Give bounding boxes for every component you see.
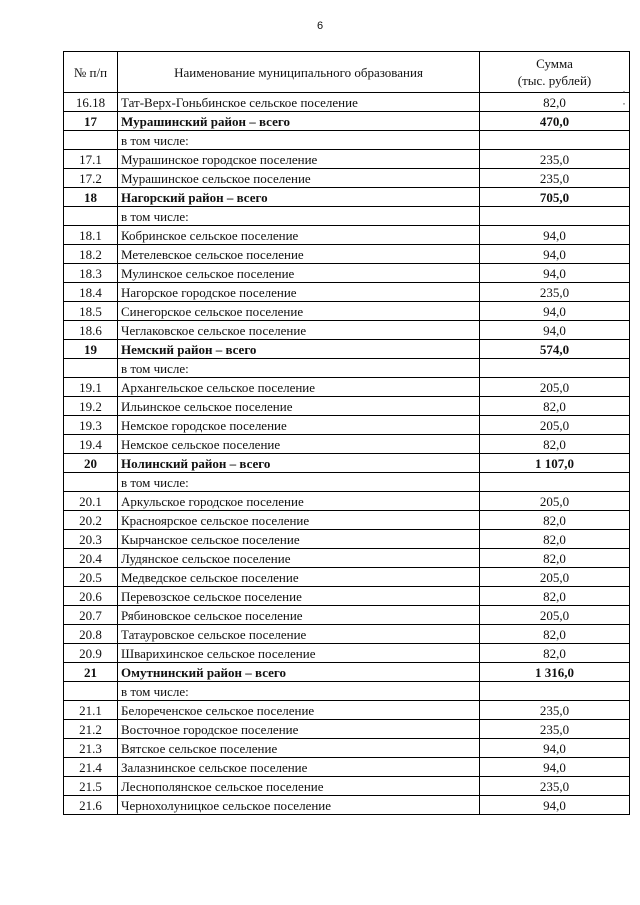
row-sum: 82,0 [480,397,630,416]
row-number: 20.6 [64,587,118,606]
row-sum [480,131,630,150]
row-name: Аркульское городское поселение [118,492,480,511]
row-name: Белореченское сельское поселение [118,701,480,720]
subheading-row [64,207,630,226]
row-number: 21.4 [64,758,118,777]
row-name: Кырчанское сельское поселение [118,530,480,549]
row-number: 21.5 [64,777,118,796]
row-name: Перевозское сельское поселение [118,587,480,606]
row-number [64,473,118,492]
row-number: 19.1 [64,378,118,397]
row-name: Шварихинское сельское поселение [118,644,480,663]
row-number [64,359,118,378]
table-row [64,397,630,416]
district-total-row [64,188,630,207]
row-sum: 94,0 [480,758,630,777]
row-name: Чернохолуницкое сельское поселение [118,796,480,815]
table-row [64,93,630,112]
row-number: 19.2 [64,397,118,416]
row-sum [480,207,630,226]
row-number: 20.7 [64,606,118,625]
row-name: Красноярское сельское поселение [118,511,480,530]
district-total-row [64,663,630,682]
row-sum: 470,0 [480,112,630,131]
row-number: 17.2 [64,169,118,188]
table-row [64,796,630,815]
row-number [64,682,118,701]
row-sum: 94,0 [480,796,630,815]
row-sum: 205,0 [480,416,630,435]
row-name: Тат-Верх-Гоньбинское сельское поселение [118,93,480,112]
table-row [64,587,630,606]
row-name: в том числе: [118,131,480,150]
row-sum: 1 316,0 [480,663,630,682]
row-sum: 205,0 [480,568,630,587]
row-number: 21 [64,663,118,682]
table-row [64,568,630,587]
table-row [64,378,630,397]
row-name: Синегорское сельское поселение [118,302,480,321]
row-number: 19.4 [64,435,118,454]
district-total-row [64,454,630,473]
row-number: 18.1 [64,226,118,245]
table-body [64,93,630,815]
table-row [64,758,630,777]
row-sum: 705,0 [480,188,630,207]
subheading-row [64,473,630,492]
row-name: в том числе: [118,359,480,378]
row-sum: 574,0 [480,340,630,359]
row-sum: 94,0 [480,302,630,321]
table-row [64,511,630,530]
table-row [64,416,630,435]
row-sum [480,473,630,492]
row-name: Татауровское сельское поселение [118,625,480,644]
row-name: Метелевское сельское поселение [118,245,480,264]
table-row [64,492,630,511]
row-name: Вятское сельское поселение [118,739,480,758]
row-name: Мулинское сельское поселение [118,264,480,283]
table-row [64,644,630,663]
row-sum: 82,0 [480,93,630,112]
row-name: Немский район – всего [118,340,480,359]
table-row [64,739,630,758]
header-sum-unit: (тыс. рублей) [517,73,592,88]
row-number: 20.9 [64,644,118,663]
row-sum: 82,0 [480,625,630,644]
row-number: 19 [64,340,118,359]
row-name: Немское сельское поселение [118,435,480,454]
row-name: Восточное городское поселение [118,720,480,739]
header-number: № п/п [64,52,118,93]
row-number: 20.1 [64,492,118,511]
row-sum: 82,0 [480,530,630,549]
table-row [64,245,630,264]
row-number: 18 [64,188,118,207]
row-number: 21.1 [64,701,118,720]
row-number: 21.6 [64,796,118,815]
row-number: 18.4 [64,283,118,302]
row-sum [480,359,630,378]
row-name: Мурашинский район – всего [118,112,480,131]
row-sum: 235,0 [480,169,630,188]
row-sum: 1 107,0 [480,454,630,473]
row-name: в том числе: [118,207,480,226]
row-number: 21.2 [64,720,118,739]
table-row [64,150,630,169]
row-name: Мурашинское сельское поселение [118,169,480,188]
table-row [64,701,630,720]
row-sum: 82,0 [480,435,630,454]
table-row [64,169,630,188]
row-sum: 82,0 [480,644,630,663]
row-number: 18.3 [64,264,118,283]
district-total-row [64,340,630,359]
row-name: Залазнинское сельское поселение [118,758,480,777]
table-row [64,321,630,340]
row-name: Немское городское поселение [118,416,480,435]
subheading-row [64,359,630,378]
row-sum: 94,0 [480,321,630,340]
row-number: 16.18 [64,93,118,112]
row-number: 18.5 [64,302,118,321]
row-sum: 94,0 [480,264,630,283]
row-name: Лудянское сельское поселение [118,549,480,568]
row-number [64,131,118,150]
margin-mark: · [622,96,626,110]
subheading-row [64,131,630,150]
row-sum: 94,0 [480,226,630,245]
row-number: 19.3 [64,416,118,435]
row-name: Медведское сельское поселение [118,568,480,587]
table-row [64,264,630,283]
row-name: в том числе: [118,473,480,492]
row-number: 20.4 [64,549,118,568]
row-number: 18.6 [64,321,118,340]
row-sum: 235,0 [480,283,630,302]
row-number: 18.2 [64,245,118,264]
row-sum: 205,0 [480,492,630,511]
row-sum: 235,0 [480,777,630,796]
page-number: 6 [316,20,324,32]
budget-table [63,51,630,815]
row-number: 20 [64,454,118,473]
row-sum: 82,0 [480,587,630,606]
header-municipality-name: Наименование муниципального образования [118,52,480,93]
table-row [64,435,630,454]
row-name: Нолинский район – всего [118,454,480,473]
row-sum: 235,0 [480,150,630,169]
row-name: Нагорский район – всего [118,188,480,207]
row-number: 20.5 [64,568,118,587]
table-row [64,720,630,739]
row-name: Леснополянское сельское поселение [118,777,480,796]
row-name: Мурашинское городское поселение [118,150,480,169]
table-row [64,302,630,321]
row-name: Кобринское сельское поселение [118,226,480,245]
header-sum-title: Сумма [536,56,573,71]
row-sum: 82,0 [480,549,630,568]
margin-mark: · [622,84,626,98]
row-sum [480,682,630,701]
table-row [64,226,630,245]
row-name: Рябиновское сельское поселение [118,606,480,625]
row-number: 20.3 [64,530,118,549]
row-sum: 94,0 [480,739,630,758]
row-name: Омутнинский район – всего [118,663,480,682]
row-number: 20.2 [64,511,118,530]
row-number [64,207,118,226]
table-row [64,549,630,568]
table-row [64,530,630,549]
district-total-row [64,112,630,131]
row-sum: 205,0 [480,606,630,625]
table-row [64,606,630,625]
row-sum: 94,0 [480,245,630,264]
table-row [64,283,630,302]
row-number: 17 [64,112,118,131]
row-name: в том числе: [118,682,480,701]
row-number: 21.3 [64,739,118,758]
row-name: Нагорское городское поселение [118,283,480,302]
row-sum: 235,0 [480,720,630,739]
table-row [64,625,630,644]
row-number: 20.8 [64,625,118,644]
row-name: Чеглаковское сельское поселение [118,321,480,340]
row-name: Архангельское сельское поселение [118,378,480,397]
row-number: 17.1 [64,150,118,169]
row-name: Ильинское сельское поселение [118,397,480,416]
row-sum: 205,0 [480,378,630,397]
table-row [64,777,630,796]
header-sum [480,52,630,93]
row-sum: 235,0 [480,701,630,720]
subheading-row [64,682,630,701]
table-header-row [64,52,630,93]
row-sum: 82,0 [480,511,630,530]
